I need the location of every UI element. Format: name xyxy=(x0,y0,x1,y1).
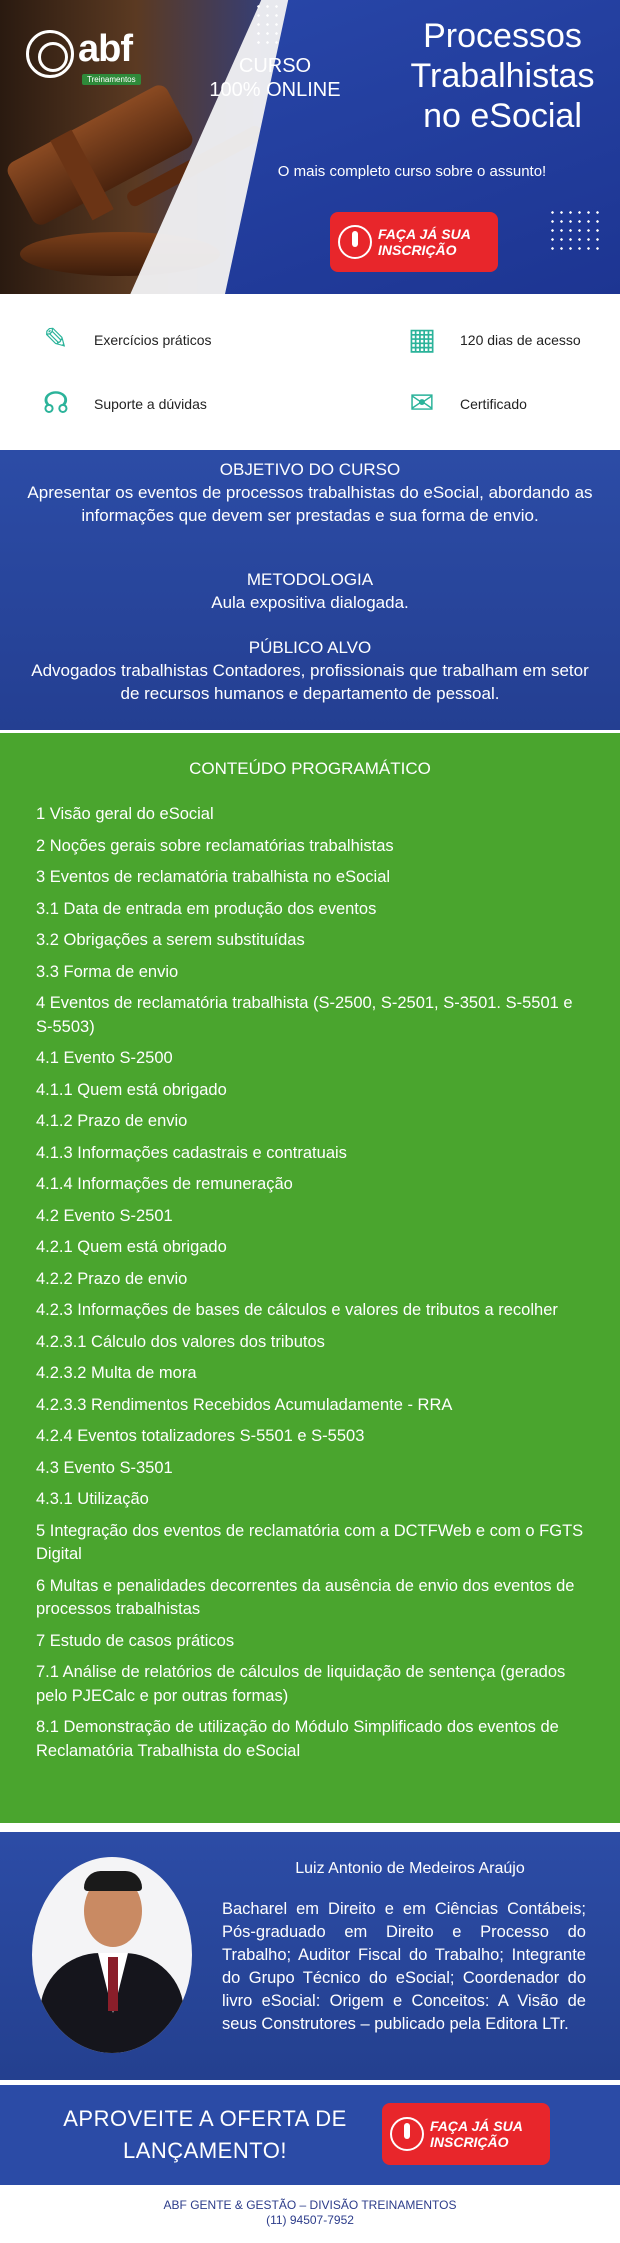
syllabus-item: 3.1 Data de entrada em produção dos eventos xyxy=(36,899,377,918)
logo-text: abf xyxy=(78,28,132,70)
syllabus-item: 4.3.1 Utilização xyxy=(36,1490,149,1508)
syllabus-item: 4.1 Evento S-2500 xyxy=(36,1049,173,1067)
syllabus-item: 4.1.2 Prazo de envio xyxy=(36,1112,188,1130)
syllabus-item: 1 Visão geral do eSocial xyxy=(36,805,214,823)
footer-phone: (11) 94507-7952 xyxy=(266,2213,354,2227)
instructor-section xyxy=(0,1832,620,2080)
audience-block xyxy=(20,636,600,705)
course-subtitle: O mais completo curso sobre o assunto! xyxy=(277,163,547,180)
syllabus-item: 4 Eventos de reclamatória trabalhista (S-2500, S-2501, S-3501. S-5501 e S-5503) xyxy=(36,994,573,1036)
course-info-section xyxy=(0,450,620,730)
audience-text: Advogados trabalhistas Contadores, profissionais que trabalham em setor de recursos humanos e departamento de pessoal. xyxy=(31,661,589,703)
syllabus-item: 7.1 Análise de relatórios de cálculos de liquidação de sentença (gerados pelo PJECalc e por outras formas) xyxy=(36,1663,566,1705)
syllabus-item: 4.1.1 Quem está obrigado xyxy=(36,1080,227,1099)
audience-heading: PÚBLICO ALVO xyxy=(248,638,372,657)
course-mode: CURSO 100% ONLINE xyxy=(209,55,341,101)
syllabus-item: 4.2 Evento S-2501 xyxy=(36,1206,173,1225)
syllabus-item: 4.1.4 Informações de remuneração xyxy=(36,1175,293,1193)
methodology-block xyxy=(20,568,600,614)
logo-tag: Treinamentos xyxy=(82,74,141,85)
syllabus-item: 3 Eventos de reclamatória trabalhista no eSocial xyxy=(36,868,391,886)
syllabus-item: 3.2 Obrigações a serem substituídas xyxy=(36,931,305,949)
instructor-photo xyxy=(32,1857,192,2053)
syllabus-item: 3.3 Forma de envio xyxy=(36,962,179,981)
syllabus-item: 4.2.3.2 Multa de mora xyxy=(36,1364,197,1382)
exercise-icon: ✎ xyxy=(43,323,69,356)
offer-text: APROVEITE A OFERTA DE LANÇAMENTO! xyxy=(63,2106,347,2163)
syllabus-item: 4.2.3.3 Rendimentos Recebidos Acumuladamente - RRA xyxy=(36,1395,453,1414)
feature-exercises: ✎ Exercícios práticos xyxy=(38,322,211,358)
syllabus-item: 4.2.1 Quem está obrigado xyxy=(36,1238,227,1256)
syllabus-item: 7 Estudo de casos práticos xyxy=(36,1631,235,1650)
hand-pointer-icon xyxy=(390,2117,424,2151)
calendar-icon: ▦ xyxy=(407,323,437,356)
offer-banner xyxy=(0,2085,620,2185)
objective-block xyxy=(20,458,600,527)
fingerprint-icon xyxy=(26,30,74,78)
footer-company: ABF GENTE & GESTÃO – DIVISÃO TREINAMENTOS xyxy=(163,2198,457,2212)
instructor-bio: Bacharel em Direito e em Ciências Contábeis; Pós-graduado em Direito e Processo do Trabalho; Auditor Fiscal do Trabalho; Integrante do Grupo Técnico do eSocial; Coordenador do livro eSocial: Origem e Conceitos: A Visão de seus Construtores – publicado pela Editora LTr. xyxy=(222,1900,586,2033)
syllabus-item: 8.1 Demonstração de utilização do Módulo Simplificado dos eventos de Reclamatória Trabalhista do eSocial xyxy=(36,1718,559,1760)
syllabus-item: 4.2.2 Prazo de envio xyxy=(36,1269,188,1288)
syllabus-item: 2 Noções gerais sobre reclamatórias trabalhistas xyxy=(36,836,394,855)
feature-support: ☊ Suporte a dúvidas xyxy=(38,386,207,422)
certificate-icon: ✉ xyxy=(409,387,435,420)
feature-certificate: ✉ Certificado xyxy=(404,386,527,422)
syllabus-item: 4.3 Evento S-3501 xyxy=(36,1458,173,1477)
course-title: Processos Trabalhistas no eSocial xyxy=(410,17,595,135)
hero-banner xyxy=(0,0,620,294)
methodology-heading: METODOLOGIA xyxy=(246,570,374,589)
headset-icon: ☊ xyxy=(42,387,70,420)
syllabus-item: 4.2.4 Eventos totalizadores S-5501 e S-5503 xyxy=(36,1427,365,1445)
syllabus-item: 4.2.3.1 Cálculo dos valores dos tributos xyxy=(36,1332,325,1351)
hand-pointer-icon xyxy=(338,225,372,259)
dots-decoration xyxy=(254,2,284,46)
syllabus-section xyxy=(0,733,620,1823)
feature-access: ▦ 120 dias de acesso xyxy=(404,322,581,358)
syllabus-item: 4.2.3 Informações de bases de cálculos e valores de tributos a recolher xyxy=(36,1301,558,1319)
dots-decoration xyxy=(548,208,602,252)
syllabus-heading: CONTEÚDO PROGRAMÁTICO xyxy=(189,759,431,778)
objective-heading: OBJETIVO DO CURSO xyxy=(219,460,401,479)
syllabus-list xyxy=(36,803,591,1771)
syllabus-item: 6 Multas e penalidades decorrentes da ausência de envio dos eventos de processos trabalhistas xyxy=(36,1576,575,1618)
syllabus-item: 5 Integração dos eventos de reclamatória com a DCTFWeb e com o FGTS Digital xyxy=(36,1521,584,1563)
syllabus-item: 4.1.3 Informações cadastrais e contratuais xyxy=(36,1143,347,1162)
footer xyxy=(0,2198,620,2228)
objective-text: Apresentar os eventos de processos trabalhistas do eSocial, abordando as informações que devem ser prestadas e sua forma de envio. xyxy=(27,483,593,525)
enroll-button[interactable]: FAÇA JÁ SUA INSCRIÇÃO xyxy=(330,212,498,272)
enroll-button-bottom[interactable]: FAÇA JÁ SUA INSCRIÇÃO xyxy=(382,2103,550,2165)
abf-logo[interactable] xyxy=(26,30,166,90)
methodology-text: Aula expositiva dialogada. xyxy=(211,593,409,612)
instructor-name: Luiz Antonio de Medeiros Araújo xyxy=(295,1860,525,1877)
